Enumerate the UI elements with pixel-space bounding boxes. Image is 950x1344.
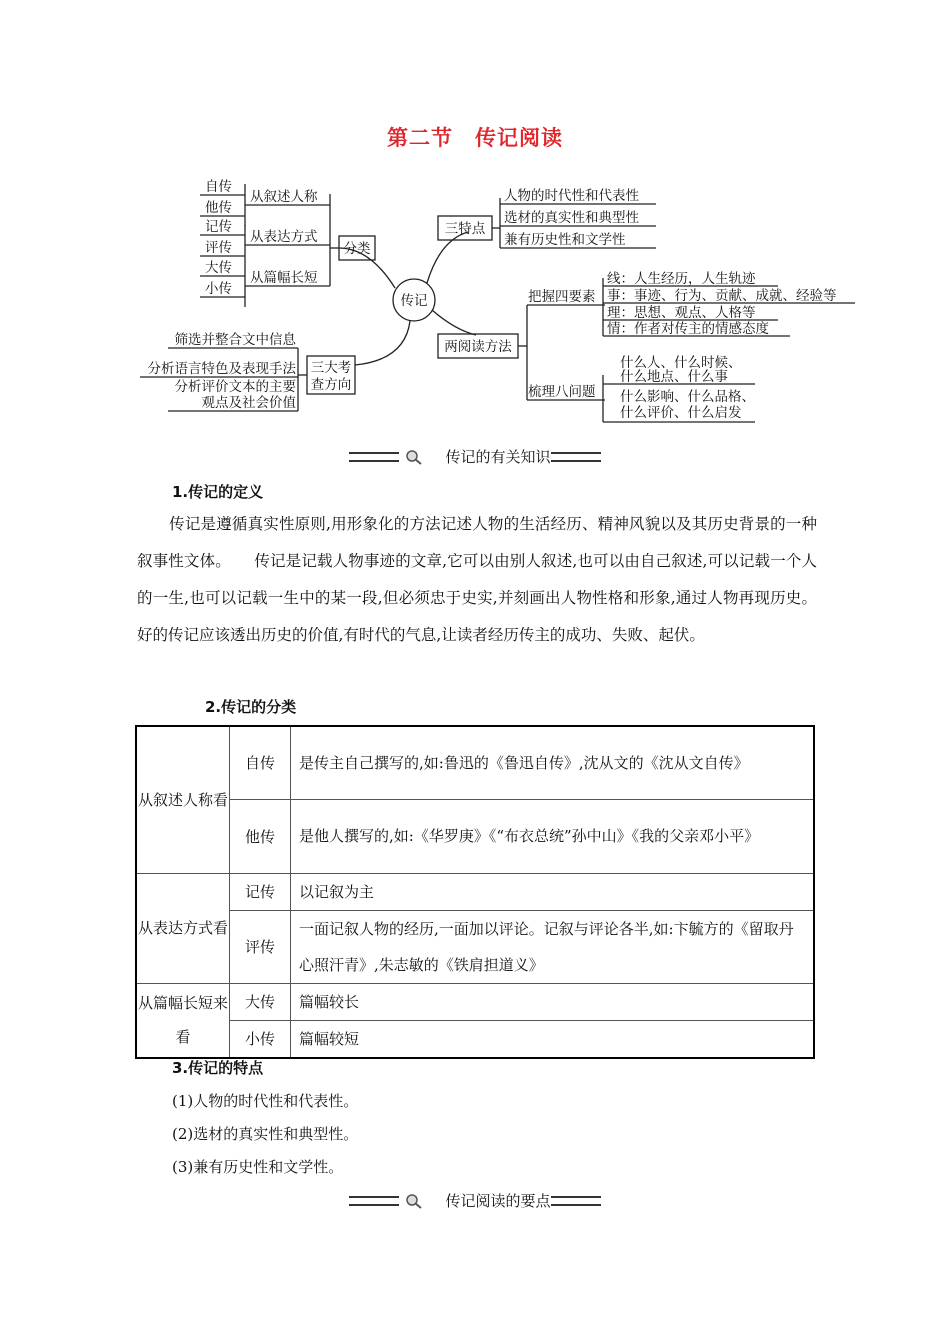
table-desc-cell: 一面记叙人物的经历,一面加以评论。记叙与评论各半,如:卞毓方的《留取丹心照汗青》,朱志敏的《铁肩担道义》 (291, 910, 815, 983)
table-desc-cell: 是传主自己撰写的,如:鲁迅的《鲁迅自传》,沈从文的《沈从文自传》 (291, 726, 815, 799)
classify-leaf: 他传 (205, 200, 232, 216)
divider-deco (551, 452, 601, 462)
exam-node-line2: 查方向 (310, 377, 352, 393)
section-title: 传记阅读的要点 (445, 1192, 551, 1210)
table-type-cell: 他传 (230, 799, 291, 873)
magnifier-icon (405, 449, 423, 465)
center-node: 传记 (400, 293, 428, 309)
table-type-cell: 小传 (230, 1020, 291, 1058)
eight-questions-node: 梳理八问题 (528, 384, 596, 400)
classify-leaf: 评传 (205, 240, 232, 256)
table-type-cell: 大传 (230, 983, 291, 1020)
classification-table (135, 725, 815, 1059)
mind-map (0, 170, 950, 430)
classify-leaf: 小传 (205, 281, 232, 297)
table-group-cell: 从叙述人称看 (136, 726, 230, 873)
eight-question-leaf: 什么地点、什么事 (620, 369, 728, 385)
page-title: 第二节 传记阅读 (387, 126, 563, 150)
four-elements-node: 把握四要素 (528, 289, 596, 305)
classify-group-1: 从叙述人称 (250, 189, 318, 205)
section-header-knowledge (0, 446, 950, 467)
features-node: 三特点 (444, 221, 486, 237)
feature-leaf: 人物的时代性和代表性 (504, 188, 639, 204)
classify-node: 分类 (343, 241, 371, 257)
classify-leaf: 自传 (205, 179, 232, 195)
heading-classification: 2.传记的分类 (205, 698, 297, 716)
definition-paragraph (137, 506, 817, 654)
feature-leaf: 选材的真实性和典型性 (504, 210, 639, 226)
exam-leaf: 分析语言特色及表现手法 (147, 361, 296, 377)
table-group-cell: 从表达方式看 (136, 873, 230, 983)
eight-question-leaf: 什么评价、什么启发 (620, 405, 742, 421)
four-element-leaf: 理：思想、观点、人格等 (607, 305, 756, 321)
table-desc-cell: 是他人撰写的,如:《华罗庚》《“布衣总统”孙中山》《我的父亲邓小平》 (291, 799, 815, 873)
magnifier-icon (405, 1193, 423, 1209)
methods-node: 两阅读方法 (444, 339, 512, 355)
classify-group-2: 从表达方式 (250, 229, 318, 245)
feature-item: (3)兼有历史性和文学性。 (172, 1158, 344, 1176)
eight-question-leaf: 什么人、什么时候、 (620, 355, 742, 371)
eight-question-leaf: 什么影响、什么品格、 (620, 389, 755, 405)
table-type-cell: 评传 (230, 910, 291, 983)
classify-leaf: 记传 (205, 219, 232, 235)
heading-features: 3.传记的特点 (172, 1059, 264, 1077)
exam-leaf: 观点及社会价值 (201, 395, 296, 411)
feature-item: (2)选材的真实性和典型性。 (172, 1125, 359, 1143)
table-desc-cell: 篇幅较短 (291, 1020, 815, 1058)
section-header-key-points (0, 1190, 950, 1211)
four-element-leaf: 事：事迹、行为、贡献、成就、经验等 (607, 288, 837, 304)
classify-leaf: 大传 (205, 260, 232, 276)
table-group-cell: 从篇幅长短来看 (136, 983, 230, 1058)
feature-item: (1)人物的时代性和代表性。 (172, 1092, 359, 1110)
table-desc-cell: 篇幅较长 (291, 983, 815, 1020)
four-element-leaf: 线：人生经历，人生轨迹 (607, 271, 756, 287)
classify-group-3: 从篇幅长短 (250, 270, 318, 286)
heading-definition: 1.传记的定义 (172, 483, 264, 501)
divider-deco (349, 452, 399, 462)
table-type-cell: 记传 (230, 873, 291, 910)
table-desc-cell: 以记叙为主 (291, 873, 815, 910)
table-type-cell: 自传 (230, 726, 291, 799)
divider-deco (551, 1196, 601, 1206)
exam-leaf: 分析评价文本的主要 (174, 379, 296, 395)
feature-leaf: 兼有历史性和文学性 (504, 232, 626, 248)
section-title: 传记的有关知识 (445, 448, 551, 466)
four-element-leaf: 情：作者对传主的情感态度 (607, 321, 769, 337)
definition-text: 传记是遵循真实性原则,用形象化的方法记述人物的生活经历、精神风貌以及其历史背景的一种叙事性文体。 传记是记载人物事迹的文章,它可以由别人叙述,也可以由自己叙述,可以记载一个人的一生,也可以记载一生中的某一段,但必须忠于史实,并刻画出人物性格和形象,通过人物再现历史。好的传记应该透出历史的价值,有时代的气息,让读者经历传主的成功、失败、起伏。 (137, 515, 817, 644)
divider-deco (349, 1196, 399, 1206)
exam-node-line1: 三大考 (310, 360, 352, 376)
exam-leaf: 筛选并整合文中信息 (174, 332, 296, 348)
